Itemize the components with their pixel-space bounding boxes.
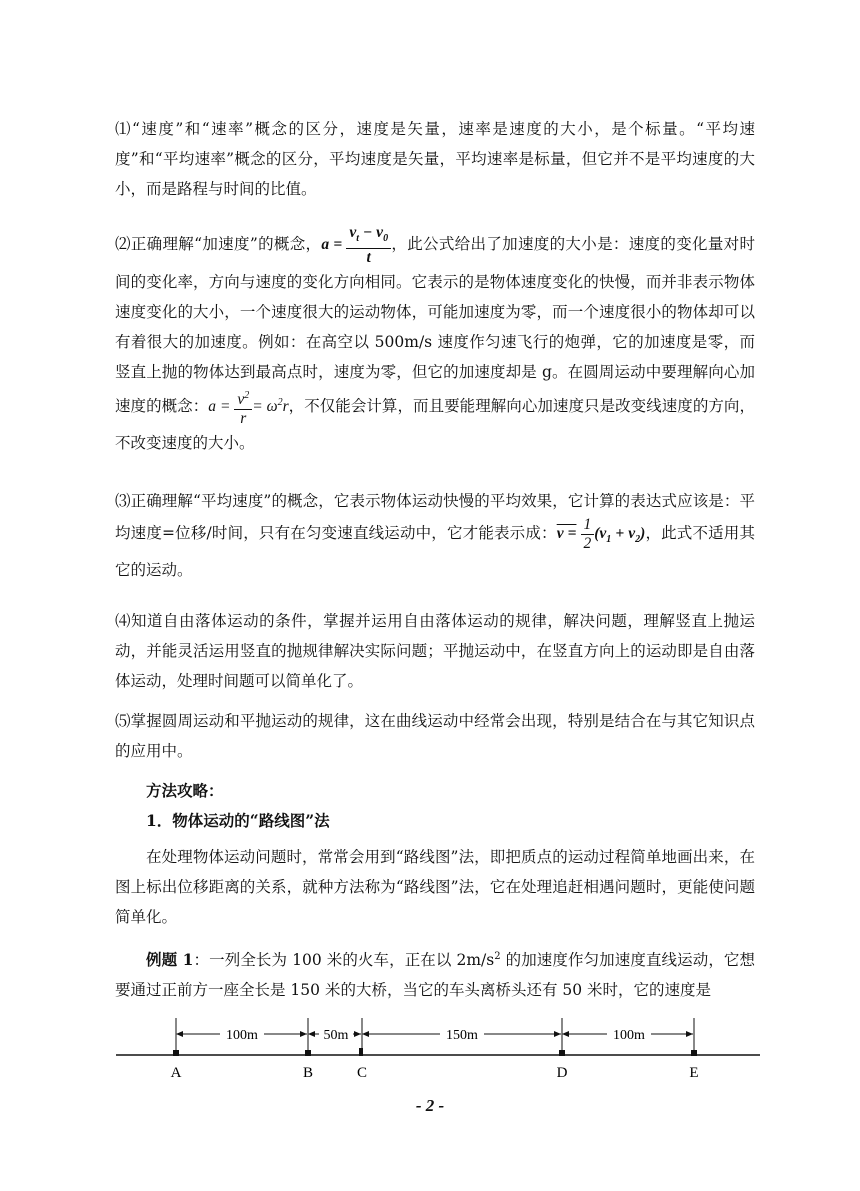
avg-numerator: 1 bbox=[581, 516, 595, 535]
average-velocity-formula bbox=[556, 516, 646, 552]
point-label-b: B bbox=[302, 1065, 314, 1081]
paragraph-2-end: ，不仅能会计算，而且要能理解向心加速度只是改变线速度的方向，不改变速度的大小。 bbox=[115, 397, 755, 453]
marker-b bbox=[305, 1050, 311, 1056]
avg-lhs: v = bbox=[556, 525, 577, 543]
paragraph-3-intro: ⑶正确理解“平均速度”的概念，它表示物体运动快慢的平均效果，它计算的表达式应该是：平均速度=位移/时间，只有在匀变速直线运动中，它才能表示成： bbox=[115, 492, 755, 543]
route-diagram bbox=[110, 1018, 770, 1090]
centripetal-lhs: a = bbox=[208, 398, 231, 416]
accel-num-sub-0: 0 bbox=[383, 233, 389, 245]
avg-sub2: 2 bbox=[635, 534, 641, 546]
example-1-text-a: ：一列全长为 100 米的火车，正在以 2m/s bbox=[193, 951, 495, 970]
centripetal-fraction bbox=[234, 387, 252, 428]
centripetal-rhs: = ω bbox=[252, 398, 278, 416]
point-label-d: D bbox=[556, 1065, 568, 1081]
marker-c bbox=[359, 1048, 363, 1056]
paragraph-4: ⑷知道自由落体运动的条件，掌握并运用自由落体运动的规律，解决问题，理解竖直上抛运动，并能灵活运用竖直的抛规律解决实际问题；平抛运动中，在竖直方向上的运动即是自由落体运动，处理时间题可以简单化了。 bbox=[115, 612, 755, 690]
example-1-label: 例题 1 bbox=[146, 950, 194, 970]
example-1 bbox=[115, 942, 755, 1005]
avg-sub1: 1 bbox=[606, 534, 612, 546]
centripetal-num-sup: 2 bbox=[244, 390, 250, 402]
example-1-text-b: 的加速度作匀加速度直线运动，它想要通过正前方一座全长是 150 米的大桥，当它的车头离桥头还有 50 米时，它的速度是 bbox=[115, 951, 756, 1000]
paragraph-3-end: ，此式不适用其它的运动。 bbox=[115, 524, 755, 580]
centripetal-num-v: v bbox=[237, 391, 245, 409]
accel-num-v: v bbox=[349, 224, 357, 241]
point-label-a: A bbox=[170, 1065, 182, 1081]
point-label-c: C bbox=[356, 1065, 368, 1081]
centripetal-rhs-sup: 2 bbox=[277, 397, 283, 409]
accel-denominator: t bbox=[366, 249, 371, 267]
paragraph-2-body: ，此公式给出了加速度的大小是：速度的变化量对时间的变化率，方向与速度的变化方向相同。它表示的是物体速度变化的快慢，而并非表示物体速度变化的大小，一个速度很大的运动物体，可能加速度为零，而一个速度很小的物体却可以有着很大的加速度。例如：在高空以 500m/s 速度作匀速飞行的炮弹，它的加速度是零，而竖直上抛的物体达到最高点时，速度为零，但它的加速度却是 g。在圆周运动中要理解向心加速度的概念： bbox=[115, 235, 755, 416]
avg-denominator: 2 bbox=[583, 535, 592, 552]
paragraph-2 bbox=[115, 224, 755, 458]
point-label-e: E bbox=[689, 1065, 699, 1081]
accel-fraction bbox=[346, 224, 391, 267]
page-number: - 2 - bbox=[415, 1096, 445, 1115]
avg-close: ) bbox=[640, 525, 646, 543]
marker-d bbox=[559, 1050, 565, 1056]
avg-plus: + v bbox=[611, 525, 636, 543]
marker-e bbox=[691, 1050, 697, 1056]
accel-lhs: a = bbox=[321, 236, 343, 254]
section-1-heading: 1．物体运动的“路线图”法 bbox=[146, 811, 330, 830]
segment-label-bc: 50m bbox=[323, 1028, 349, 1043]
accel-num-sub-t: t bbox=[356, 233, 360, 245]
centripetal-numerator bbox=[234, 387, 252, 410]
paragraph-6: 在处理物体运动问题时，常常会用到“路线图”法，即把质点的运动过程简单地画出来，在图上标出位移距离的关系，就种方法称为“路线图”法，它在处理追赶相遇问题时，更能使问题简单化。 bbox=[115, 848, 755, 926]
method-heading: 方法攻略： bbox=[146, 781, 224, 800]
example-1-sup: 2 bbox=[494, 951, 501, 962]
paragraph-5: ⑸掌握圆周运动和平抛运动的规律，这在曲线运动中经常会出现，特别是结合在与其它知识点的应用中。 bbox=[115, 712, 755, 760]
centripetal-formula bbox=[208, 390, 289, 428]
segment-label-de: 100m bbox=[613, 1028, 645, 1043]
paragraph-2-intro: ⑵正确理解“加速度”的概念， bbox=[115, 235, 322, 254]
paragraph-1: ⑴“速度”和“速率”概念的区分，速度是矢量，速率是速度的大小，是个标量。“平均速度”和“平均速率”概念的区分，平均速度是矢量，平均速率是标量，但它并不是平均速度的大小，而是路程与时间的比值。 bbox=[115, 120, 755, 198]
avg-rhs-v1: (v bbox=[594, 525, 607, 543]
accel-num-minus: − v bbox=[359, 224, 384, 241]
accel-numerator bbox=[346, 224, 391, 249]
segment-label-ab: 100m bbox=[226, 1028, 258, 1043]
centripetal-rhs-r: r bbox=[282, 398, 289, 416]
acceleration-formula bbox=[321, 224, 391, 267]
avg-fraction bbox=[581, 516, 595, 553]
centripetal-denominator: r bbox=[240, 410, 247, 428]
marker-a bbox=[173, 1050, 179, 1056]
paragraph-3 bbox=[115, 486, 755, 585]
segment-label-cd: 150m bbox=[446, 1028, 478, 1043]
